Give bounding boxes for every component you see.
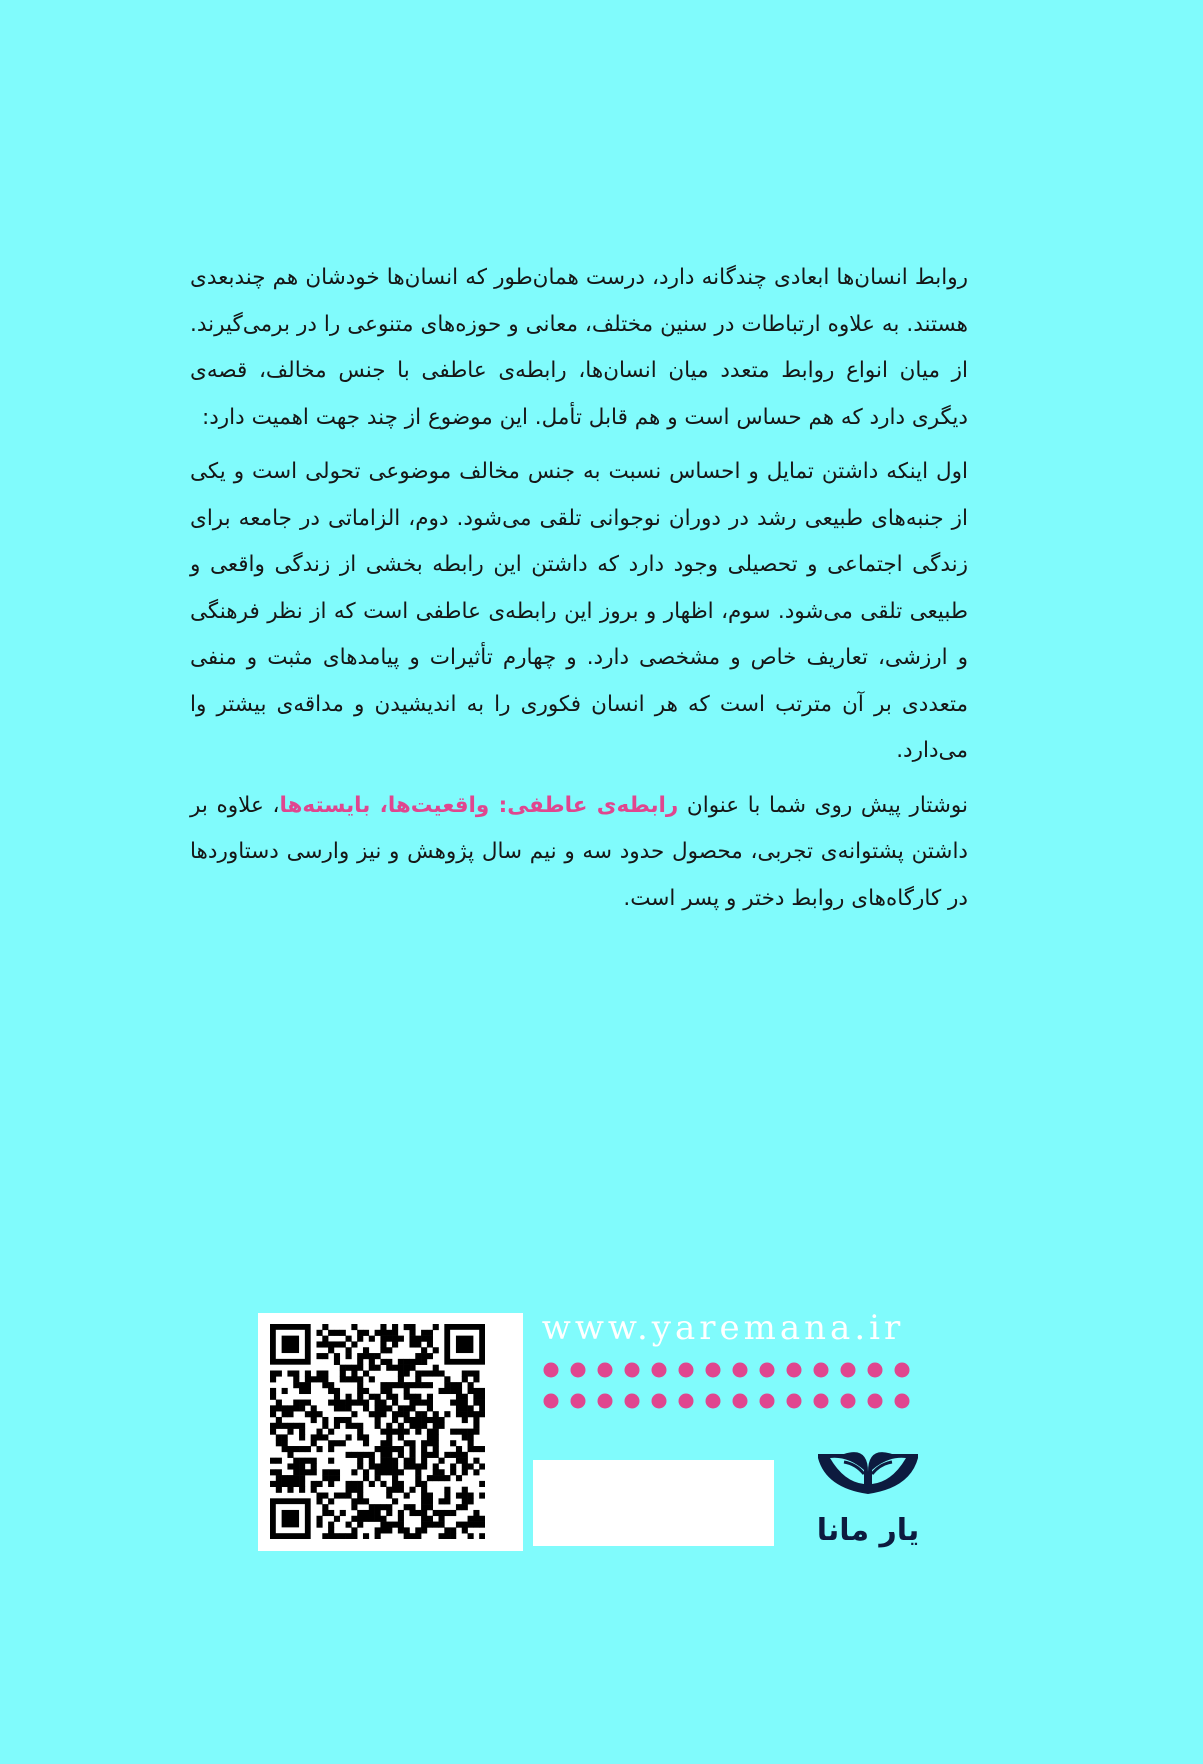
blurb-paragraph-3	[190, 783, 968, 923]
qr-code-icon	[270, 1324, 485, 1539]
blurb-paragraph-1: روابط انسان‌ها ابعادی چندگانه دارد، درست همان‌طور که انسان‌ها خودشان هم چندبعدی هستند. به علاوه ارتباطات در سنین مختلف، معانی و حوزه‌های متنوعی را در برمی‌گیرند. از میان انواع روابط متعدد میان انسان‌ها، رابطه‌ی عاطفی با جنس مخالف، قصه‌ی دیگری دارد که هم حساس است و هم قابل تأمل. این موضوع از چند جهت اهمیت دارد:	[190, 265, 968, 430]
qr-code[interactable]	[258, 1313, 523, 1551]
blurb-p3-rest: ، علاوه بر داشتن پشتوانه‌ی تجربی، محصول حدود سه و نیم سال پژوهش و نیز وارسی دستاوردها در کارگاه‌های روابط دختر و پسر است.	[190, 792, 968, 911]
publisher-logo	[808, 1418, 928, 1551]
blurb-p3-lead: نوشتار پیش روی شما با عنوان	[678, 792, 968, 818]
open-book-logo-icon	[808, 1418, 928, 1551]
book-title-highlight: رابطه‌ی عاطفی: واقعیت‌ها، بایسته‌ها	[279, 792, 679, 818]
pink-dot-pattern	[543, 1362, 913, 1414]
publisher-logo-text: یار مانا	[816, 1513, 920, 1548]
back-cover-blurb	[190, 255, 968, 930]
blurb-paragraph-2: اول اینکه داشتن تمایل و احساس نسبت به جنس مخالف موضوعی تحولی است و یکی از جنبه‌های طبیعی رشد در دوران نوجوانی تلقی می‌شود. دوم، الزاماتی در جامعه برای زندگی اجتماعی و تحصیلی وجود دارد که داشتن این رابطه بخشی از زندگی واقعی و طبیعی تلقی می‌شود. سوم، اظهار و بروز این رابطه‌ی عاطفی است که از نظر فرهنگی و ارزشی، تعاریف خاص و مشخصی دارد. و چهارم تأثیرات و پیامدهای مثبت و منفی متعددی بر آن مترتب است که هر انسان فکوری را به اندیشیدن و مداقه‌ی بیشتر وا می‌دارد.	[190, 459, 968, 763]
barcode-placeholder	[533, 1460, 774, 1546]
website-url[interactable]: www.yaremana.ir	[541, 1308, 905, 1348]
